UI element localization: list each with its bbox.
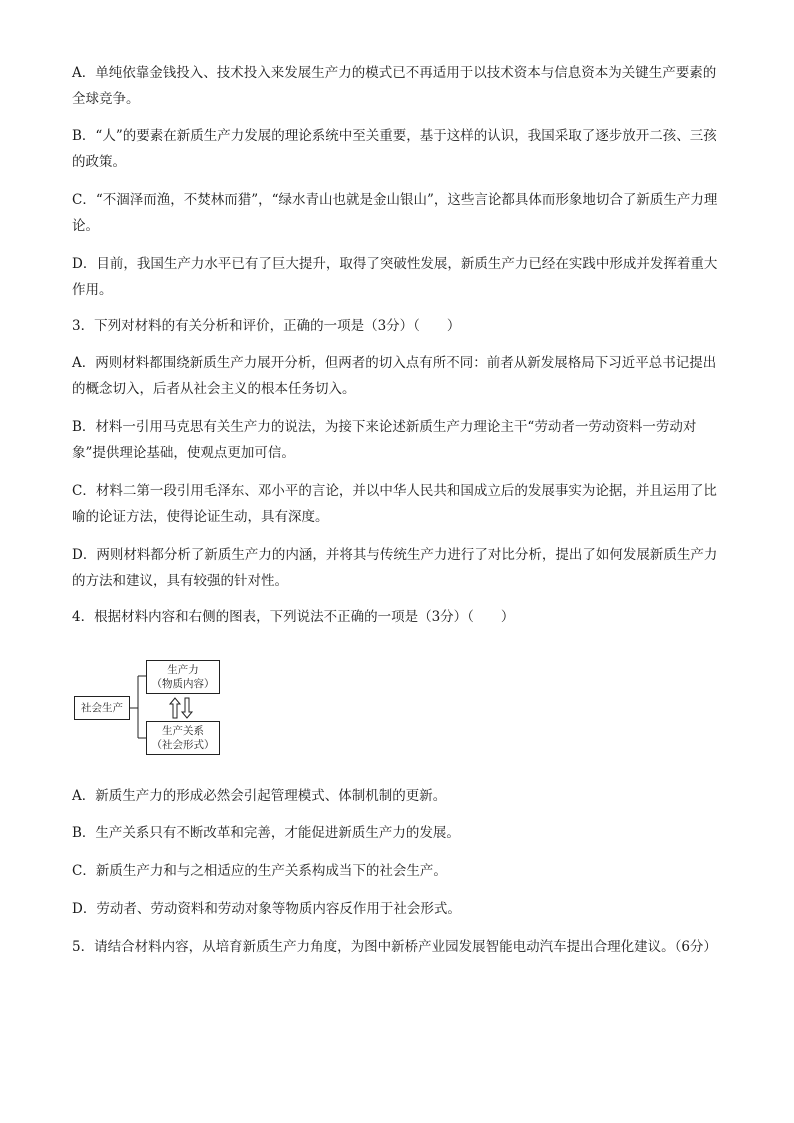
social-production-box — [74, 696, 130, 720]
question-3-option-b: B．材料一引用马克思有关生产力的说法，为接下来论述新质生产力理论主干“劳动者一劳动资料一劳动对象”提供理论基础，使观点更加可信。 — [72, 419, 697, 461]
option-a-previous-question: A．单纯依靠金钱投入、技术投入来发展生产力的模式已不再适用于以技术资本与信息资本为关键生产要素的全球竞争。 — [72, 65, 717, 107]
up-arrow-icon — [170, 698, 180, 718]
question-3-stem: 3．下列对材料的有关分析和评价，正确的一项是（3分）（ ） — [72, 318, 461, 334]
productive-forces-box — [146, 660, 220, 694]
option-c-previous-question: C．“不涸泽而渔，不焚林而猎”，“绿水青山也就是金山银山”，这些言论都具体而形象地切合了新质生产力理论。 — [72, 192, 718, 234]
question-3-option-a: A．两则材料都围绕新质生产力展开分析，但两者的切入点有所不同：前者从新发展格局下习近平总书记提出的概念切入，后者从社会主义的根本任务切入。 — [72, 355, 717, 397]
question-4-option-c: C．新质生产力和与之相适应的生产关系构成当下的社会生产。 — [72, 863, 447, 879]
option-b-previous-question: B．“人”的要素在新质生产力发展的理论系统中至关重要，基于这样的认识，我国采取了逐步放开二孩、三孩的政策。 — [72, 128, 717, 170]
question-4-option-d: D．劳动者、劳动资料和劳动对象等物质内容反作用于社会形式。 — [72, 901, 461, 917]
productive-forces-sublabel: （物质内容） — [151, 678, 215, 690]
question-5-stem: 5．请结合材料内容，从培育新质生产力角度，为图中新桥产业园发展智能电动汽车提出合理化建议。（6分） — [72, 939, 717, 955]
social-production-label: 社会生产 — [81, 702, 123, 714]
relations-of-production-box — [146, 721, 220, 755]
question-4-option-b: B．生产关系只有不断改革和完善，才能促进新质生产力的发展。 — [72, 825, 460, 841]
question-3-option-d: D．两则材料都分析了新质生产力的内涵，并将其与传统生产力进行了对比分析，提出了如何发展新质生产力的方法和建议，具有较强的针对性。 — [72, 547, 718, 589]
relations-of-production-sublabel: （社会形式） — [151, 739, 215, 751]
question-4-stem: 4．根据材料内容和右侧的图表，下列说法不正确的一项是（3分）（ ） — [72, 609, 515, 625]
option-d-previous-question: D．目前，我国生产力水平已有了巨大提升，取得了突破性发展，新质生产力已经在实践中形成并发挥着重大作用。 — [72, 256, 718, 298]
question-3-option-c: C．材料二第一段引用毛泽东、邓小平的言论，并以中华人民共和国成立后的发展事实为论据，并且运用了比喻的论证方法，使得论证生动，具有深度。 — [72, 483, 717, 525]
down-arrow-icon — [182, 698, 192, 718]
social-production-diagram — [74, 660, 224, 756]
productive-forces-label: 生产力 — [167, 664, 199, 676]
relations-of-production-label: 生产关系 — [162, 725, 204, 737]
question-4-option-a: A．新质生产力的形成必然会引起管理模式、体制机制的更新。 — [72, 788, 447, 804]
